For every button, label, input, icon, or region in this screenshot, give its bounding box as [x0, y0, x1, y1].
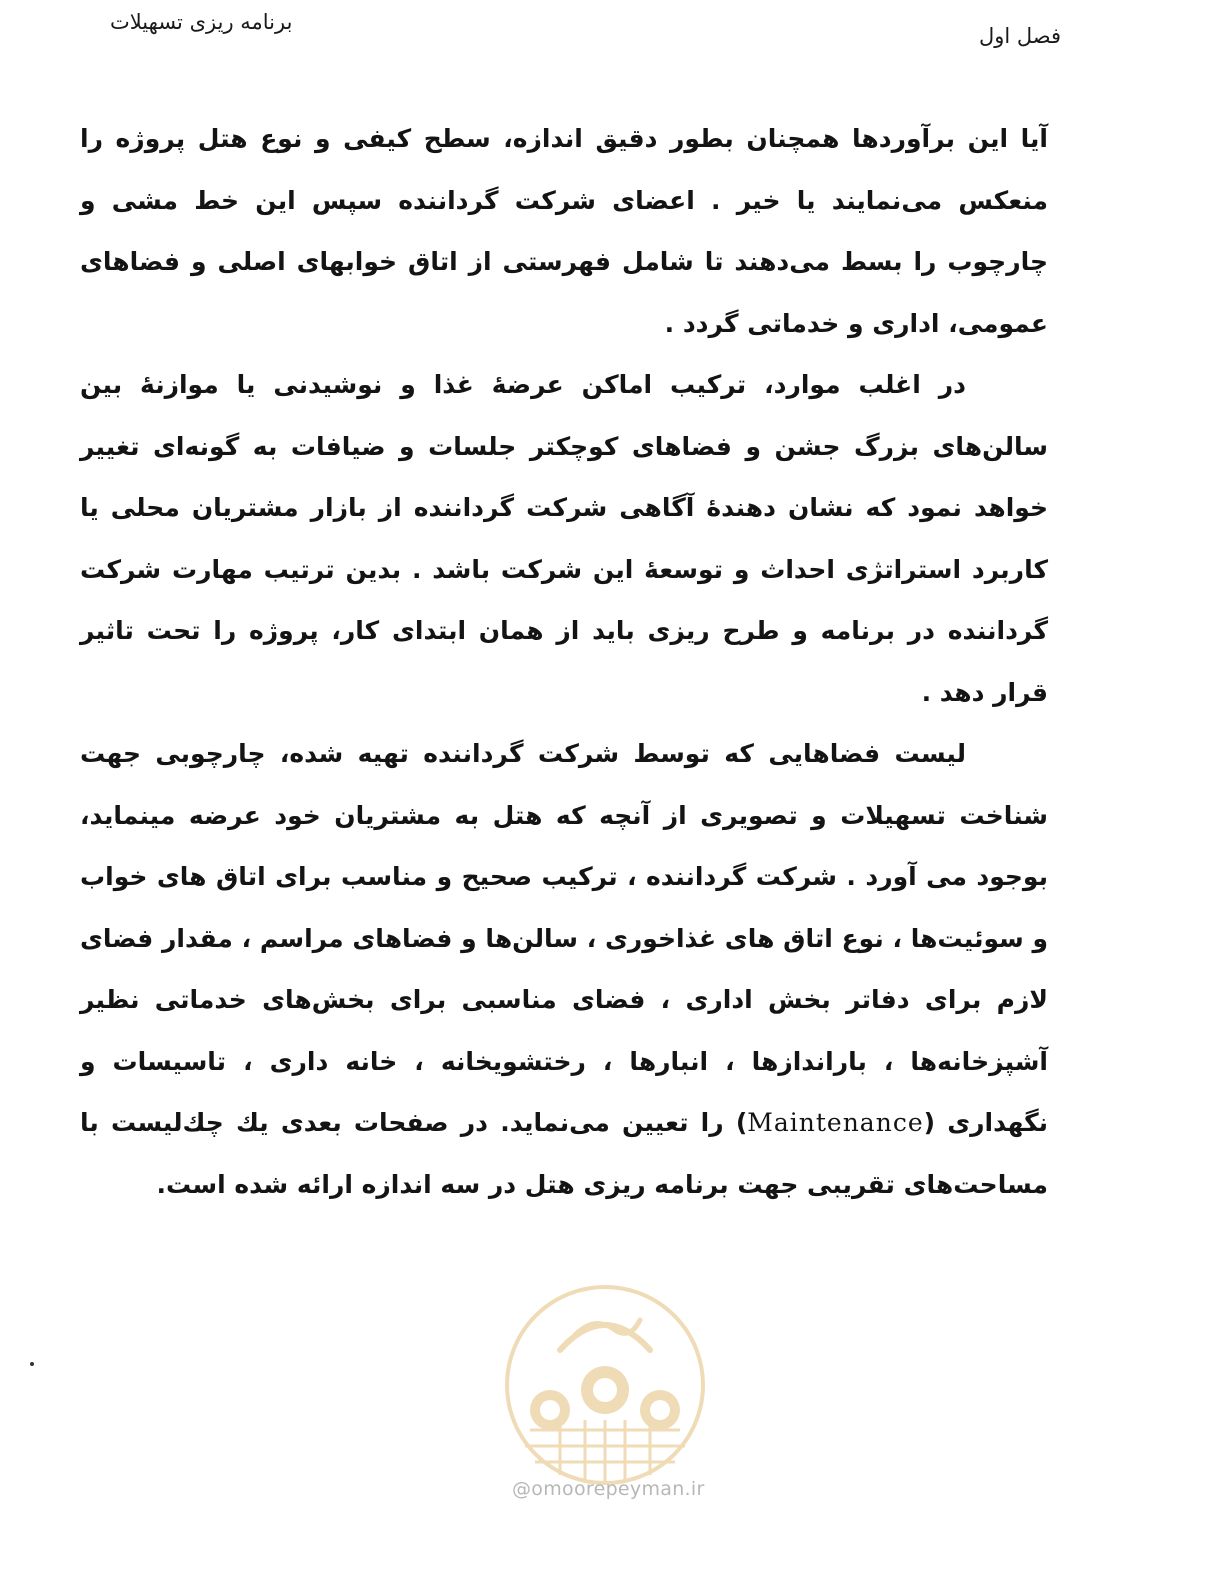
chapter-header: فصل اول	[978, 24, 1061, 48]
watermark-logo	[500, 1280, 710, 1490]
gears-scales-logo-icon	[500, 1280, 710, 1490]
paragraph-1: آیا این برآوردها همچنان بطور دقیق اندازه، سطح کیفی و نوع هتل پروژه را منعکس می‌نمایند یا خیر . اعضای شرکت گرداننده سپس این خط مشی و چارچوب را بسط می‌دهند تا شامل فهرستی از اتاق خوابهای اصلی و فضاهای عمومی، اداری و خدماتی گردد .	[80, 124, 1048, 338]
paragraph-3-part-2: ) را تعیین می‌نماید. در صفحات بعدی یك چك‌لیست با مساحت‌های تقریبی جهت برنامه ریزی هتل در سه اندازه ارائه شده است.	[80, 1108, 1048, 1199]
scan-speck	[30, 1362, 34, 1366]
watermark-url: @omoorepeyman.ir	[512, 1478, 705, 1500]
paragraph-2: در اغلب موارد، ترکیب اماکن عرضهٔ غذا و نوشیدنی یا موازنهٔ بین سالن‌های بزرگ جشن و فضاهای کوچکتر جلسات و ضیافات به گونه‌ای تغییر خواهد نمود که نشان دهندهٔ آگاهی شرکت گرداننده از بازار مشتریان محلی یا کاربرد استراتژی احداث و توسعهٔ این شرکت باشد . بدین ترتیب مهارت شرکت گرداننده در برنامه و طرح ریزی باید از همان ابتدای کار، پروژه را تحت تاثیر قرار دهد .	[80, 370, 1048, 707]
paragraph-3-part-1: لیست فضاهایی که توسط شرکت گرداننده تهیه شده، چارچوبی جهت شناخت تسهیلات و تصویری از آنچه که هتل به مشتریان خود عرضه مینماید، بوجود می آورد . شرکت گرداننده ، ترکیب صحیح و مناسب برای اتاق های خواب و سوئیت‌ها ، نوع اتاق های غذاخوری ، سالن‌ها و فضاهای مراسم ، مقدار فضای لازم برای دفاتر بخش اداری ، فضای مناسبی برای بخش‌های خدماتی نظیر آشپزخانه‌ها ، باراندازها ، انبارها ، رختشویخانه ، خانه داری ، تاسیسات و نگهداری (	[80, 739, 1049, 1137]
paragraph-3	[80, 723, 1048, 1215]
maintenance-term: Maintenance	[747, 1108, 924, 1137]
book-title-header: برنامه ریزی تسهیلات	[110, 10, 293, 34]
body-text	[80, 108, 1048, 1215]
